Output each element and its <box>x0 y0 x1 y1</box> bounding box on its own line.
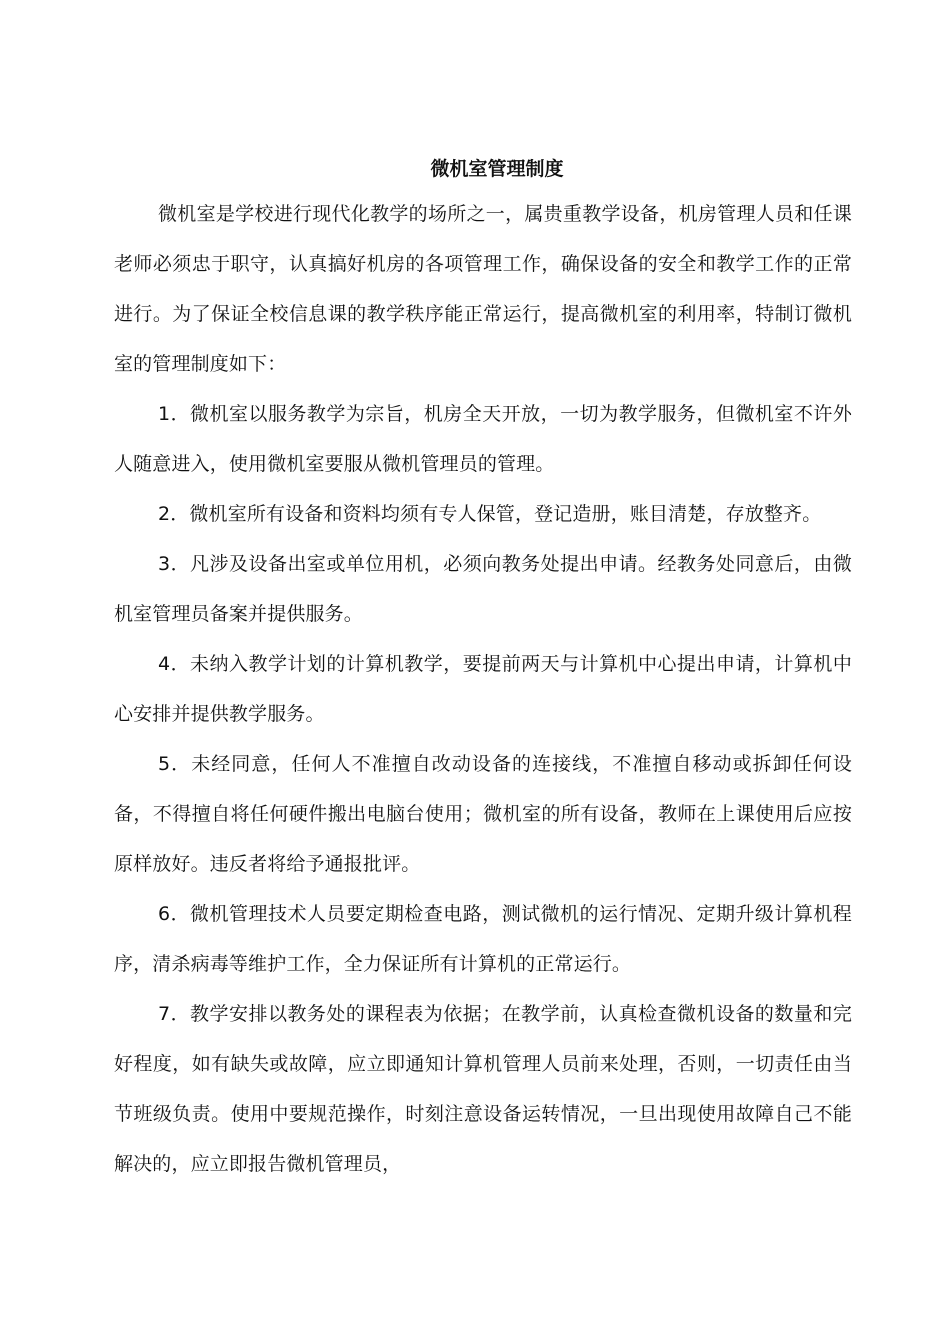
rule-2-paragraph: 2．微机室所有设备和资料均须有专人保管，登记造册，账目清楚，存放整齐。 <box>158 503 822 525</box>
rule-6-paragraph: 6．微机管理技术人员要定期检查电路，测试微机的运行情况、定期升级计算机程序，清杀病毒等维护工作，全力保证所有计算机的正常运行。 <box>114 903 852 975</box>
document-body <box>114 189 852 1189</box>
document-title: 微机室管理制度 <box>430 158 564 180</box>
rule-7-paragraph: 7．教学安排以教务处的课程表为依据；在教学前，认真检查微机设备的数量和完好程度，如有缺失或故障，应立即通知计算机管理人员前来处理，否则，一切责任由当节班级负责。使用中要规范操作，时刻注意设备运转情况，一旦出现使用故障自己不能解决的，应立即报告微机管理员， <box>114 1003 852 1175</box>
rule-1-paragraph: 1．微机室以服务教学为宗旨，机房全天开放，一切为教学服务，但微机室不许外人随意进入，使用微机室要服从微机管理员的管理。 <box>114 403 852 475</box>
rule-4-paragraph: 4．未纳入教学计划的计算机教学，要提前两天与计算机中心提出申请，计算机中心安排并提供教学服务。 <box>114 653 852 725</box>
rule-3-paragraph: 3．凡涉及设备出室或单位用机，必须向教务处提出申请。经教务处同意后，由微机室管理员备案并提供服务。 <box>114 553 852 625</box>
intro-paragraph: 微机室是学校进行现代化教学的场所之一，属贵重教学设备，机房管理人员和任课老师必须忠于职守，认真搞好机房的各项管理工作，确保设备的安全和教学工作的正常进行。为了保证全校信息课的教学秩序能正常运行，提高微机室的利用率，特制订微机室的管理制度如下： <box>114 203 852 375</box>
rule-5-paragraph: 5．未经同意，任何人不准擅自改动设备的连接线，不准擅自移动或拆卸任何设备，不得擅自将任何硬件搬出电脑台使用；微机室的所有设备，教师在上课使用后应按原样放好。违反者将给予通报批评。 <box>114 753 852 875</box>
